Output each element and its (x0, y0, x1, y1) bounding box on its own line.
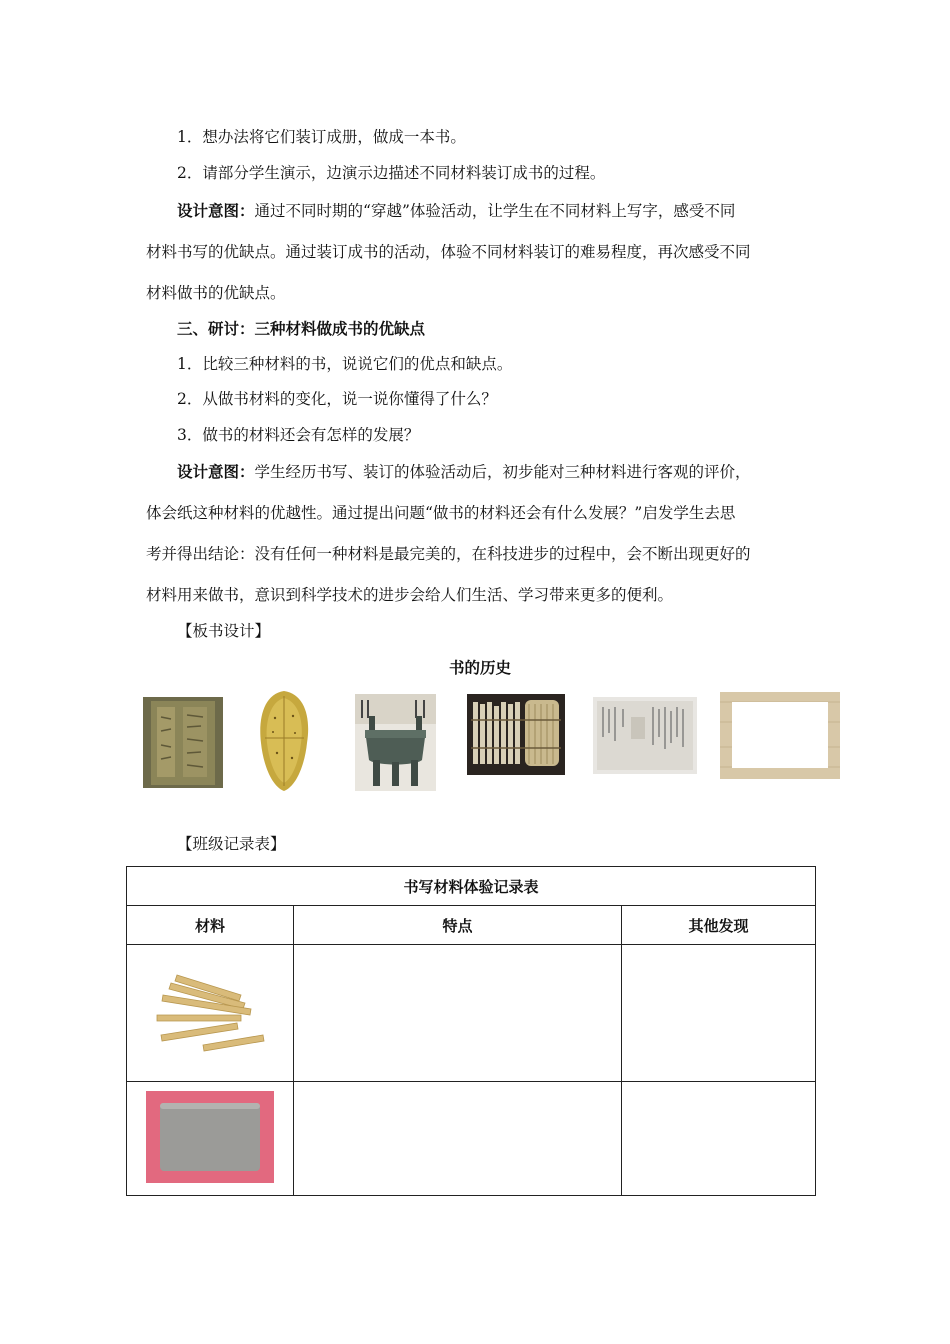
class-record-label: 【班级记录表】 (177, 835, 286, 853)
paper-image (720, 692, 840, 779)
header-material: 材料 (127, 906, 294, 945)
tortoise-shell-image (257, 688, 312, 794)
clay-slab-image (146, 1091, 274, 1183)
material-cell (127, 945, 294, 1082)
board-title: 书的历史 (448, 658, 511, 677)
header-features: 特点 (294, 906, 622, 945)
design-intent-1-line-1 (177, 200, 735, 222)
design-intent-text: 通过不同时期的“穿越”体验活动，让学生在不同材料上写字，感受不同 (254, 202, 736, 220)
bamboo-slips-image (467, 694, 565, 775)
design-intent-1-line-3: 材料做书的优缺点。 (146, 284, 286, 302)
bamboo-strips-image (155, 969, 265, 1053)
step-1: 1．想办法将它们装订成册，做成一本书。 (177, 128, 466, 146)
design-intent-2-line-3: 考并得出结论：没有任何一种材料是最完美的，在科技进步的过程中，会不断出现更好的 (146, 545, 751, 563)
record-table (126, 866, 816, 1196)
other-findings-cell[interactable] (622, 945, 816, 1082)
table-row (127, 1082, 816, 1196)
question-3: 3．做书的材料还会有怎样的发展？ (177, 426, 420, 444)
bronze-ding-image (355, 694, 436, 791)
design-intent-label: 设计意图： (177, 201, 255, 220)
section-heading: 三、研讨：三种材料做成书的优缺点 (177, 319, 426, 338)
silk-manuscript-image (593, 697, 697, 774)
clay-tablet-image (143, 697, 223, 788)
header-other-findings: 其他发现 (622, 906, 816, 945)
design-intent-2-line-4: 材料用来做书，意识到科学技术的进步会给人们生活、学习带来更多的便利。 (146, 586, 674, 604)
question-1: 1．比较三种材料的书，说说它们的优点和缺点。 (177, 355, 513, 373)
table-row (127, 945, 816, 1082)
design-intent-2-line-1 (177, 461, 751, 483)
design-intent-label: 设计意图： (177, 462, 255, 481)
design-intent-2-line-2: 体会纸这种材料的优越性。通过提出问题“做书的材料还会有什么发展？”启发学生去思 (146, 504, 736, 522)
board-design-label: 【板书设计】 (177, 622, 271, 640)
question-2: 2．从做书材料的变化，说一说你懂得了什么？ (177, 390, 497, 408)
features-cell[interactable] (294, 1082, 622, 1196)
design-intent-text: 学生经历书写、装订的体验活动后，初步能对三种材料进行客观的评价， (254, 463, 751, 481)
features-cell[interactable] (294, 945, 622, 1082)
material-cell (127, 1082, 294, 1196)
record-table-caption: 书写材料体验记录表 (127, 867, 816, 906)
other-findings-cell[interactable] (622, 1082, 816, 1196)
design-intent-1-line-2: 材料书写的优缺点。通过装订成书的活动，体验不同材料装订的难易程度，再次感受不同 (146, 243, 751, 261)
step-2: 2．请部分学生演示，边演示边描述不同材料装订成书的过程。 (177, 164, 606, 182)
